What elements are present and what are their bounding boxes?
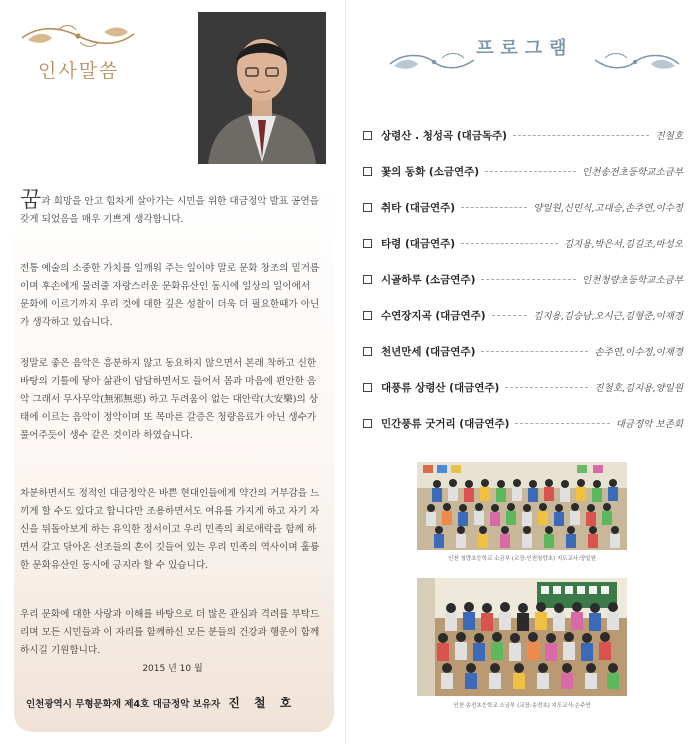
- leader-dashes: [461, 243, 558, 244]
- greeting-date: 2015 년 10 월: [142, 664, 203, 674]
- group-photo-2: [417, 578, 627, 696]
- program-item-performers: 진철호: [655, 131, 683, 142]
- checkbox-icon: [363, 347, 372, 356]
- program-item: [363, 126, 683, 144]
- leader-dashes: [492, 315, 528, 316]
- program-item: [363, 270, 683, 288]
- blue-ornament-left-icon: [388, 50, 476, 74]
- leader-dashes: [481, 279, 576, 280]
- program-item-title: 민간풍류 굿거리 (대금연주): [381, 417, 510, 430]
- greeting-paragraph-5: 우리 문화에 대한 사랑과 이해를 바탕으로 더 많은 관심과 격려를 부탁드리며 모든 시민들과 이 자리를 함께하신 모든 분들의 건강과 행운이 함께 하시길 기원합니다.: [20, 609, 320, 656]
- leader-dashes: [461, 207, 527, 208]
- photo-caption-1: 인천 청량초등학교 소금부 (교장:인천청량초) 지도교사:양일원: [448, 556, 596, 562]
- checkbox-icon: [363, 167, 372, 176]
- program-item-performers: 진철호,김지용,양일원: [594, 383, 683, 394]
- program-item-title: 취타 (대금연주): [381, 201, 456, 214]
- program-item-performers: 인천송전초등학교소금부: [582, 167, 683, 178]
- program-item-title: 꽃의 동화 (소금연주): [381, 165, 480, 178]
- program-item: [363, 198, 683, 216]
- program-item: [363, 306, 683, 324]
- checkbox-icon: [363, 419, 372, 428]
- checkbox-icon: [363, 275, 372, 284]
- leader-dashes: [505, 387, 588, 388]
- checkbox-icon: [363, 383, 372, 392]
- program-item: [363, 342, 683, 360]
- program-item: [363, 414, 683, 432]
- greeting-page: [0, 0, 345, 744]
- greeting-paragraph-3: 정말로 좋은 음악은 흥분하지 않고 동요하지 않으면서 본래 착하고 신한 바탕의 기틀에 닿아 삶관이 담담하면서도 들어서 몸과 마음에 편안한 음악 그래서 무사무악(無邪無惡) 하고 두려움이 없는 대안락(大安樂)의 상태에 이르는 음악이 정악이며 또 목마른 갈증은 청량음료가 아닌 생수가 풀어주듯이 생수 같은 것이라 하였습니다.: [20, 358, 319, 441]
- leader-dashes: [485, 171, 576, 172]
- program-item: [363, 162, 683, 180]
- signature-name: 진 철 호: [228, 696, 297, 710]
- greeting-paragraph-4: 차분하면서도 정적인 대금정악은 바쁜 현대인들에게 약간의 거부감을 느끼게 할 수도 있다고 합니다만 조용하면서도 여유를 가지게 하고 자기 자신을 뒤돌아보게 하는 유익한 정서이고 우리 민족의 최로애락을 함께 하면서 갈고 닦아온 선조들의 혼이 깃들어 있는 우리 민족의 역사이며 훌륭한 문화유산인 동시에 긍지라 할 수 있습니다.: [20, 488, 320, 571]
- program-item: [363, 378, 683, 396]
- checkbox-icon: [363, 311, 372, 320]
- blue-ornament-right-icon: [593, 50, 681, 74]
- program-item-title: 타령 (대금연주): [381, 237, 456, 250]
- greeting-paragraph-2: 전통 예술의 소중한 가치를 일깨워 주는 일이야 말로 문화 창조의 밑거름이며 후손에게 물려줄 자랑스러운 문화유산인 동시에 일상의 일이에서 문화에 이르기까지 우리 것에 대한 깊은 성찰이 더욱 더 필요한때가 아닌가 생각하고 있습니다.: [20, 263, 320, 328]
- program-item-performers: 인천청량초등학교소금부: [582, 275, 683, 286]
- program-item-title: 시골하루 (소금연주): [381, 273, 476, 286]
- group-photo-1: [417, 462, 627, 550]
- photo-caption-2: 인천 송전초등학교 소금부 (교장:송전초) 지도교사:손주연: [453, 703, 591, 709]
- checkbox-icon: [363, 131, 372, 140]
- leader-dashes: [481, 351, 588, 352]
- gold-ornament-icon: [18, 22, 138, 50]
- program-item-performers: 대금정악 보존회: [615, 419, 683, 430]
- program-item-performers: 김지용,김승남,오시근,김형준,이재경: [533, 311, 683, 322]
- program-item-performers: 손주연,이수정,이재경: [594, 347, 683, 358]
- greeting-title: 인사말씀: [38, 60, 120, 82]
- program-item: [363, 234, 683, 252]
- program-title: 프로그램: [476, 38, 574, 59]
- leader-dashes: [515, 423, 609, 424]
- program-item-title: 천년만세 (대금연주): [381, 345, 476, 358]
- checkbox-icon: [363, 239, 372, 248]
- signature: [26, 694, 296, 711]
- program-item-title: 대풍류 상령산 (대금연주): [381, 381, 500, 394]
- program-item-title: 수연장지곡 (대금연주): [381, 309, 486, 322]
- checkbox-icon: [363, 203, 372, 212]
- leader-dashes: [513, 135, 649, 136]
- program-item-performers: 양일원,신민식,고대승,손주연,이수정: [533, 203, 683, 214]
- program-item-title: 상령산 . 청성곡 (대금독주): [381, 129, 507, 142]
- greeting-paragraph-1: 꿈과 희망을 안고 힘차게 살아가는 시민을 위한 대금정악 발표 공연을 갖게 되었음을 매우 기쁘게 생각합니다.: [20, 188, 319, 225]
- signature-org: 인천광역시 무형문화재 제4호 대금정악 보유자: [26, 699, 221, 710]
- program-item-performers: 김지용,박은서,김길조,마성오: [563, 239, 683, 250]
- portrait-photo: [198, 12, 326, 164]
